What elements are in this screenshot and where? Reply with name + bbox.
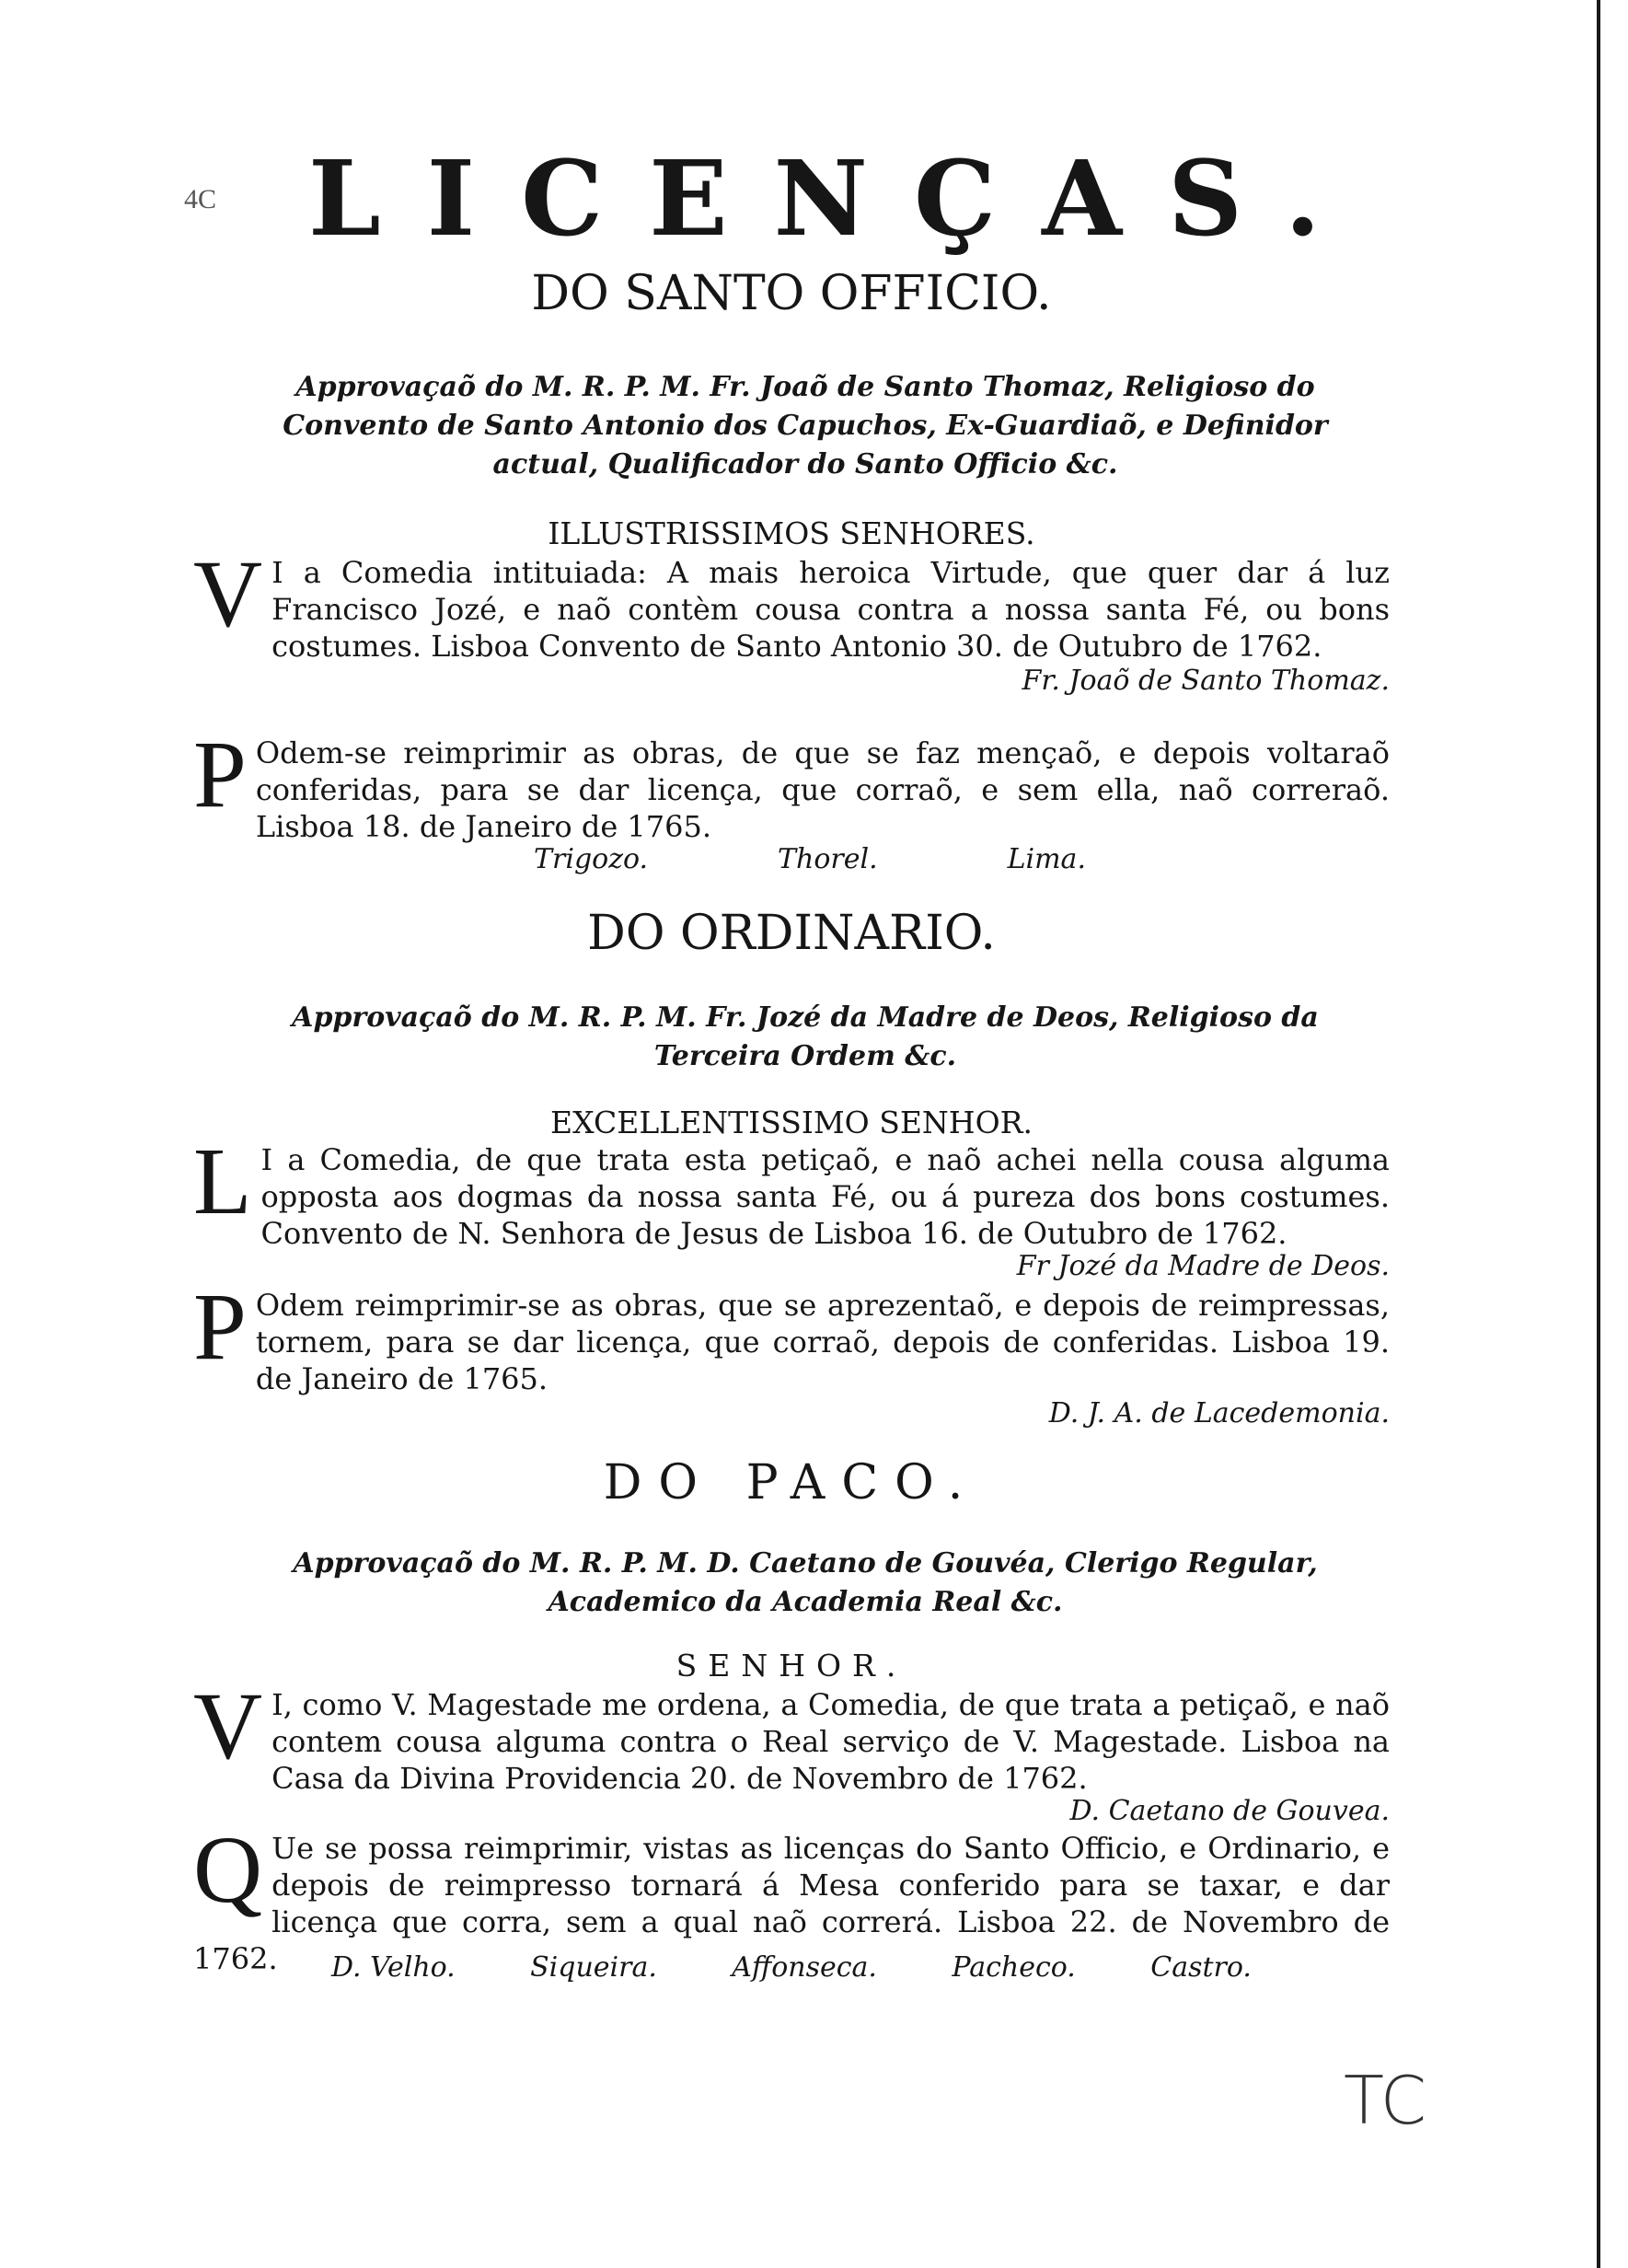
signatory-name: Pacheco. <box>952 1951 1076 1984</box>
salutation-santo-officio: ILLUSTRISSIMOS SENHORES. <box>548 515 1035 551</box>
salutation-ordinario: EXCELLENTISSIMO SENHOR. <box>550 1105 1033 1140</box>
drop-cap: V <box>193 541 263 647</box>
approval-paco: Approvaçaõ do M. R. P. M. D. Caetano de Gouvéa, Clerigo Regular, Academico da Academia Real &c. <box>293 1547 1318 1618</box>
signatory-name: D. Velho. <box>331 1951 456 1984</box>
signatory-name: Trigozo. <box>534 843 649 875</box>
paragraph-paco-approval <box>193 1673 1390 1797</box>
signature-santo-thomaz: Fr. Joaõ de Santo Thomaz. <box>1022 665 1390 697</box>
paragraph-ordinario-approval <box>193 1128 1390 1252</box>
section-heading-ordinario: DO ORDINARIO. <box>587 906 996 961</box>
paragraph-text: I, como V. Magestade me ordena, a Comedia, de que trata a petiçaõ, e naõ contem cousa alguma contra o Real serviço de V. Magestade. Lisboa na Casa da Divina Providencia 20. de Novembro de 1762. <box>271 1687 1390 1796</box>
page-title: LICENÇAS. <box>308 139 1367 260</box>
drop-cap: P <box>193 722 247 827</box>
signature-caetano-de-gouvea: D. Caetano de Gouvea. <box>1069 1795 1390 1827</box>
signatories-santo-officio <box>534 841 1086 878</box>
section-heading-santo-officio: DO SANTO OFFICIO. <box>531 266 1052 321</box>
drop-cap: P <box>193 1274 247 1380</box>
page-edge-border <box>1597 0 1600 2268</box>
paragraph-text: Odem-se reimprimir as obras, de que se faz mençaõ, e depois voltaraõ conferidas, para se dar licença, que corraõ, e sem ella, naõ correraõ. Lisboa 18. de Janeiro de 1765. <box>255 735 1390 844</box>
margin-mark-handwritten: TC <box>1344 2062 1427 2139</box>
signature-madre-de-deos: Fr Jozé da Madre de Deos. <box>1016 1250 1390 1282</box>
section-heading-paco: DO PACO. <box>603 1455 980 1510</box>
signature-lacedemonia: D. J. A. de Lacedemonia. <box>1048 1397 1390 1429</box>
paragraph-ordinario-licence <box>193 1274 1390 1397</box>
drop-cap: V <box>193 1673 263 1779</box>
signatory-name: Affonseca. <box>732 1951 877 1984</box>
approval-santo-officio: Approvaçaõ do M. R. P. M. Fr. Joaõ de Santo Thomaz, Religioso do Convento de Santo Antonio dos Capuchos, Ex-Guardiaõ, e Definidor actual, Qualificador do Santo Officio &c. <box>283 371 1328 480</box>
salutation-paco: SENHOR. <box>675 1648 907 1684</box>
signatories-paco <box>331 1950 1252 1986</box>
paragraph-text: Odem reimprimir-se as obras, que se aprezentaõ, e depois de reimpressas, tornem, para se dar licença, que corraõ, depois de conferidas. Lisboa 19. de Janeiro de 1765. <box>255 1288 1390 1396</box>
signatory-name: Siqueira. <box>530 1951 657 1984</box>
paragraph-text: I a Comedia intituiada: A mais heroica Virtude, que quer dar á luz Francisco Jozé, e naõ contèm cousa contra a nossa santa Fé, ou bons costumes. Lisboa Convento de Santo Antonio 30. de Outubro de 1762. <box>271 555 1390 664</box>
drop-cap: Q <box>193 1817 263 1923</box>
paragraph-santo-officio-approval <box>193 541 1390 665</box>
paragraph-santo-officio-licence <box>193 722 1390 845</box>
drop-cap: L <box>193 1128 252 1234</box>
approval-ordinario: Approvaçaõ do M. R. P. M. Fr. Jozé da Madre de Deos, Religioso da Terceira Ordem &c. <box>292 1001 1319 1072</box>
paragraph-text: Ue se possa reimprimir, vistas as licenças do Santo Officio, e Ordinario, e depois de reimpresso tornará á Mesa conferido para se taxar, e dar licença que corra, sem a qual naõ correrá. Lisboa 22. de Novembro de 1762. <box>193 1831 1390 1976</box>
signatory-name: Thorel. <box>778 843 878 875</box>
paragraph-text: I a Comedia, de que trata esta petiçaõ, e naõ achei nella cousa alguma opposta aos dogmas da nossa santa Fé, ou á pureza dos bons costumes. Convento de N. Senhora de Jesus de Lisboa 16. de Outubro de 1762. <box>260 1142 1390 1251</box>
signatory-name: Castro. <box>1150 1951 1252 1984</box>
margin-mark-top-left: 4C <box>184 184 217 214</box>
signatory-name: Lima. <box>1007 843 1086 875</box>
